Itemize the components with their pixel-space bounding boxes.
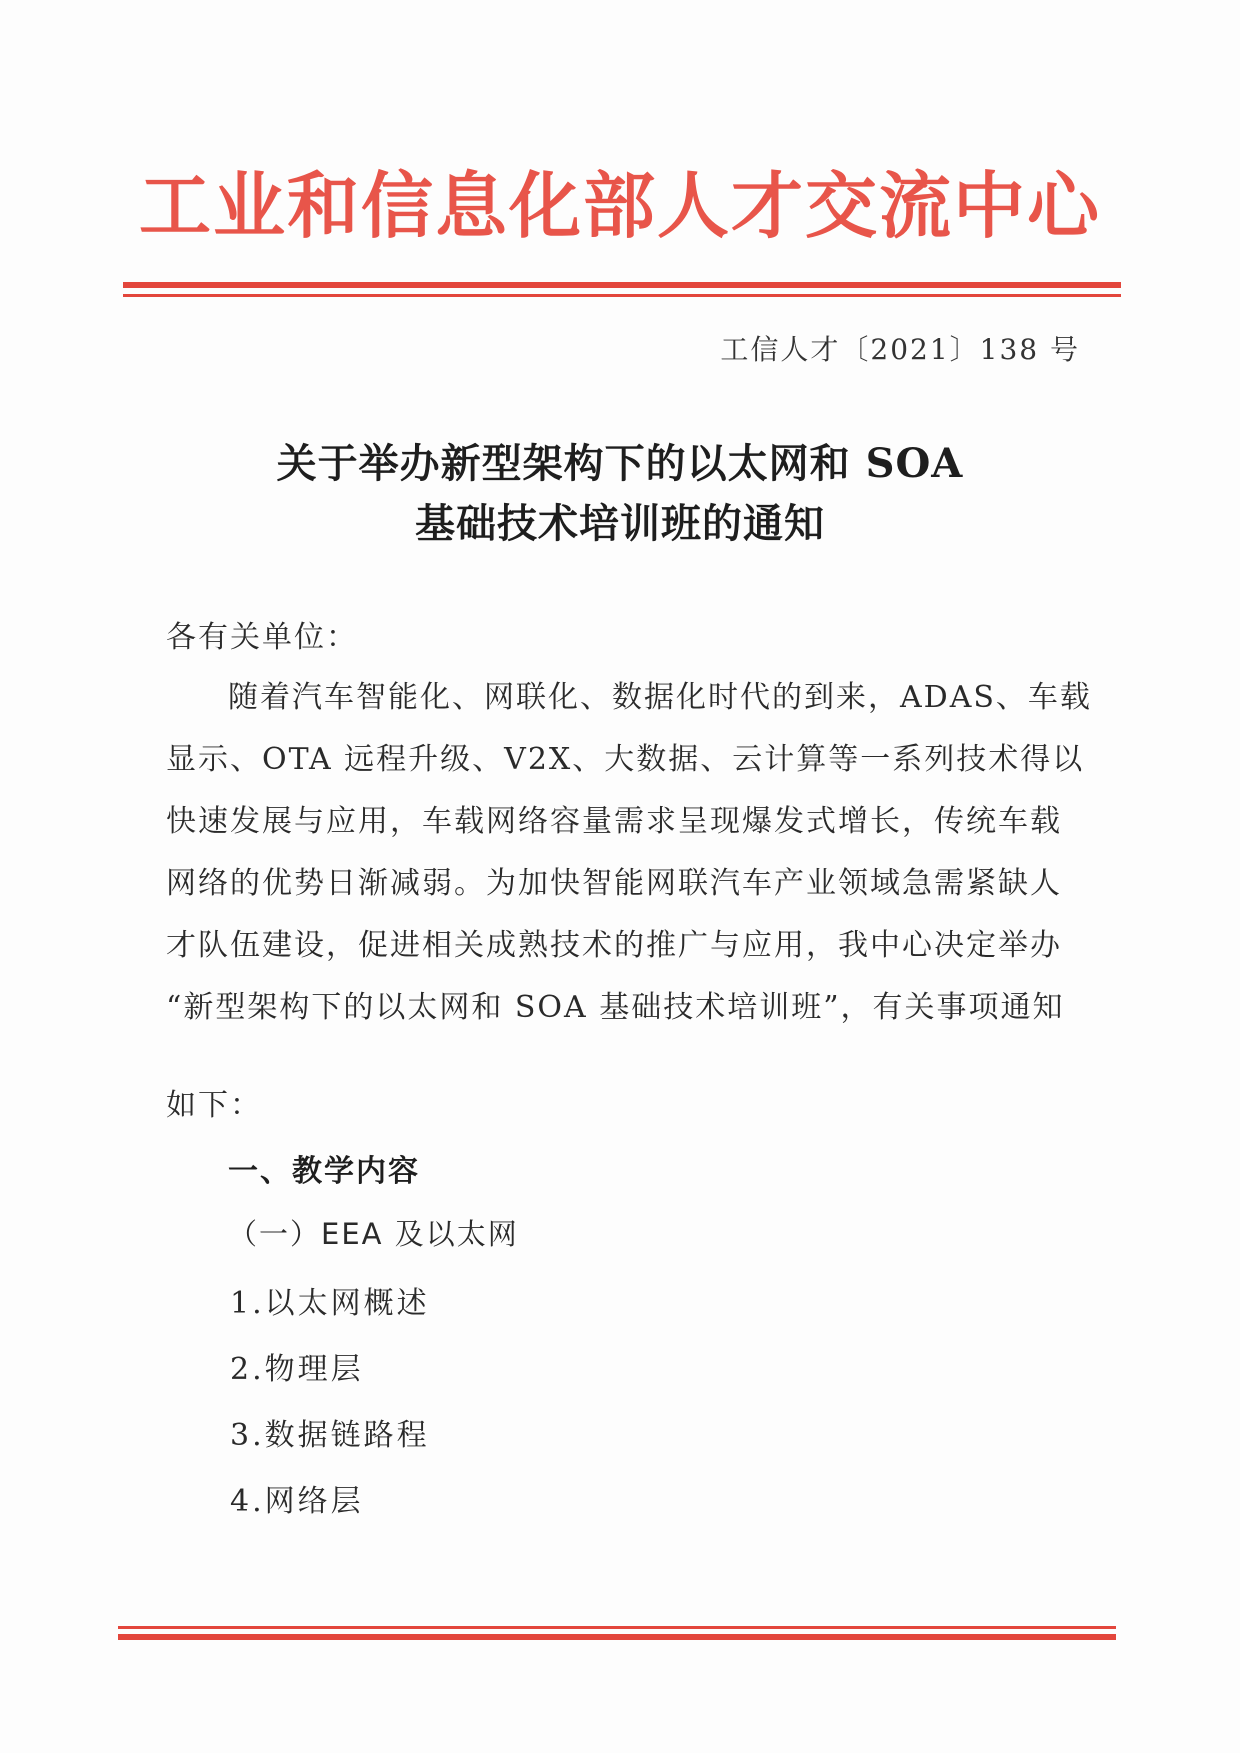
section-heading: 一、教学内容 — [228, 1154, 420, 1189]
body-paragraph-line: “新型架构下的以太网和 SOA 基础技术培训班”，有关事项通知 — [166, 990, 1065, 1025]
header-rule-thick — [123, 282, 1121, 288]
salutation: 各有关单位： — [166, 620, 358, 655]
body-paragraph-line: 随着汽车智能化、网联化、数据化时代的到来，ADAS、车载 — [228, 680, 1092, 715]
header-rule-thin — [123, 294, 1121, 297]
document-title-line-1: 关于举办新型架构下的以太网和 SOA — [276, 440, 964, 487]
list-item: 4.网络层 — [230, 1484, 364, 1519]
footer-rule-thick — [118, 1634, 1116, 1640]
document-number: 工信人才〔2021〕138 号 — [720, 333, 1080, 366]
list-item: 2.物理层 — [230, 1352, 364, 1387]
footer-rule-thin — [118, 1626, 1116, 1629]
body-paragraph-line: 网络的优势日渐减弱。为加快智能网联汽车产业领域急需紧缺人 — [166, 866, 1062, 901]
body-paragraph-line: 显示、OTA 远程升级、V2X、大数据、云计算等一系列技术得以 — [166, 742, 1085, 777]
list-item: 1.以太网概述 — [230, 1286, 430, 1321]
list-item: 3.数据链路程 — [230, 1418, 430, 1453]
body-paragraph-line: 如下： — [166, 1088, 262, 1123]
document-title-line-2: 基础技术培训班的通知 — [415, 500, 825, 547]
masthead-organization: 工业和信息化部人才交流中心 — [138, 164, 1101, 248]
subsection-heading: （一）EEA 及以太网 — [228, 1217, 519, 1251]
body-paragraph-line: 才队伍建设，促进相关成熟技术的推广与应用，我中心决定举办 — [166, 928, 1062, 963]
body-paragraph-line: 快速发展与应用，车载网络容量需求呈现爆发式增长，传统车载 — [166, 804, 1062, 839]
